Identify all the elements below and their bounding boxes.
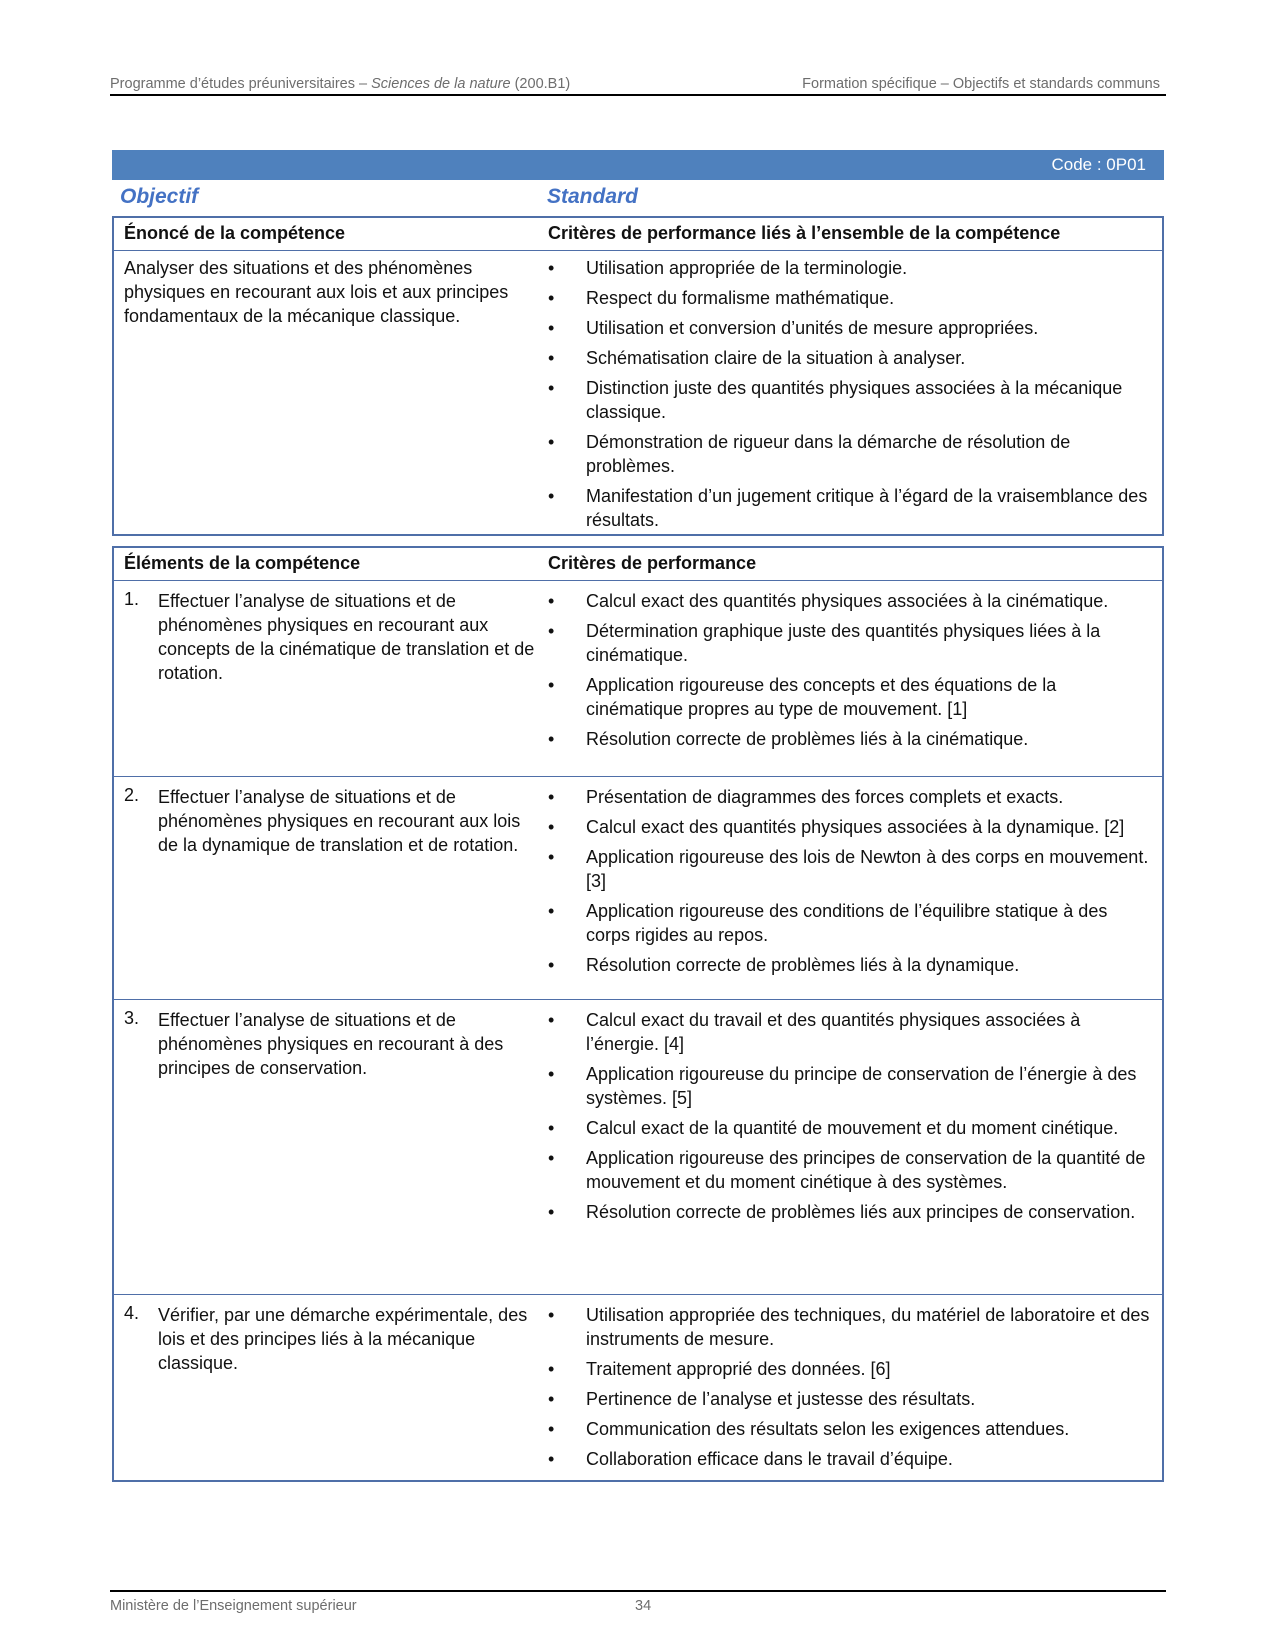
element-text: Effectuer l’analyse de situations et de phénomènes physiques en recourant à des principes de conservation. [158, 1010, 504, 1078]
list-item: • Présentation de diagrammes des forces complets et exacts. [548, 785, 1150, 809]
list-item: • Collaboration efficace dans le travail d’équipe. [548, 1447, 1150, 1471]
list-item: • Calcul exact des quantités physiques associées à la cinématique. [548, 589, 1150, 613]
element-number: 1. [124, 589, 140, 609]
running-header [110, 76, 1166, 96]
program-title-prefix: Programme d’études préuniversitaires – [110, 76, 372, 92]
list-item: • Calcul exact de la quantité de mouvement et du moment cinétique. [548, 1116, 1150, 1140]
list-item: • Application rigoureuse du principe de conservation de l’énergie à des systèmes. [5] [548, 1062, 1150, 1110]
element-text: Effectuer l’analyse de situations et de phénomènes physiques en recourant aux lois de la dynamique de translation et de rotation. [158, 787, 521, 855]
code-bar [112, 150, 1164, 180]
list-item: • Résolution correcte de problèmes liés aux principes de conservation. [548, 1200, 1150, 1224]
element-criteria-list [548, 589, 1150, 757]
element-number: 2. [124, 785, 140, 805]
competence-criteria-header: Critères de performance liés à l’ensemble de la compétence [548, 223, 1061, 243]
ministry-name: Ministère de l’Enseignement supérieur [110, 1598, 357, 1614]
page-number: 34 [635, 1598, 652, 1614]
element-row-1 [114, 581, 1162, 776]
list-item: • Application rigoureuse des conditions de l’équilibre statique à des corps rigides au repos. [548, 899, 1150, 947]
competence-header-row [114, 218, 1162, 251]
competence-table [112, 216, 1164, 536]
program-code: (200.B1) [510, 76, 571, 92]
element-criteria-list [548, 1008, 1150, 1230]
list-item: • Résolution correcte de problèmes liés à la dynamique. [548, 953, 1150, 977]
list-item: • Application rigoureuse des concepts et des équations de la cinématique propres au type de mouvement. [1] [548, 673, 1150, 721]
program-title [110, 76, 570, 92]
list-item: • Calcul exact du travail et des quantités physiques associées à l’énergie. [4] [548, 1008, 1150, 1056]
list-item: • Utilisation et conversion d’unités de mesure appropriées. [548, 316, 1150, 340]
list-item: • Utilisation appropriée de la terminologie. [548, 256, 1150, 280]
list-item: • Distinction juste des quantités physiques associées à la mécanique classique. [548, 376, 1150, 424]
section-title: Formation spécifique – Objectifs et standards communs [802, 76, 1160, 92]
competence-statement-header: Énoncé de la compétence [124, 223, 346, 243]
standard-heading: Standard [547, 185, 639, 208]
list-item: • Résolution correcte de problèmes liés à la cinématique. [548, 727, 1150, 751]
elements-header: Éléments de la compétence [124, 553, 361, 573]
program-title-italic: Sciences de la nature [371, 76, 511, 92]
element-text: Effectuer l’analyse de situations et de phénomènes physiques en recourant aux concepts de la cinématique de translation et de rotation. [158, 591, 535, 683]
elements-header-row [114, 548, 1162, 581]
list-item: • Détermination graphique juste des quantités physiques liées à la cinématique. [548, 619, 1150, 667]
list-item: • Application rigoureuse des principes de conservation de la quantité de mouvement et du moment cinétique à des systèmes. [548, 1146, 1150, 1194]
list-item: • Démonstration de rigueur dans la démarche de résolution de problèmes. [548, 430, 1150, 478]
elements-table [112, 546, 1164, 1482]
element-row-3 [114, 999, 1162, 1294]
competence-statement: Analyser des situations et des phénomènes physiques en recourant aux lois et aux principes fondamentaux de la mécanique classique. [124, 258, 509, 326]
element-criteria-list [548, 1303, 1150, 1477]
list-item: • Communication des résultats selon les exigences attendues. [548, 1417, 1150, 1441]
element-row-4 [114, 1294, 1162, 1480]
list-item: • Calcul exact des quantités physiques associées à la dynamique. [2] [548, 815, 1150, 839]
code-label: Code : 0P01 [1051, 155, 1146, 174]
list-item: • Utilisation appropriée des techniques, du matériel de laboratoire et des instruments de mesure. [548, 1303, 1150, 1351]
list-item: • Traitement approprié des données. [6] [548, 1357, 1150, 1381]
element-text: Vérifier, par une démarche expérimentale, des lois et des principes liés à la mécanique classique. [158, 1305, 528, 1373]
performance-criteria-header: Critères de performance [548, 553, 757, 573]
list-item: • Pertinence de l’analyse et justesse des résultats. [548, 1387, 1150, 1411]
list-item: • Application rigoureuse des lois de Newton à des corps en mouvement. [3] [548, 845, 1150, 893]
element-number: 3. [124, 1008, 140, 1028]
list-item: • Respect du formalisme mathématique. [548, 286, 1150, 310]
element-number: 4. [124, 1303, 140, 1323]
competence-criteria-list [548, 256, 1150, 538]
element-criteria-list [548, 785, 1150, 983]
list-item: • Manifestation d’un jugement critique à l’égard de la vraisemblance des résultats. [548, 484, 1150, 532]
element-row-2 [114, 776, 1162, 999]
list-item: • Schématisation claire de la situation à analyser. [548, 346, 1150, 370]
page-footer [110, 1590, 1166, 1614]
objectif-heading: Objectif [120, 185, 199, 208]
